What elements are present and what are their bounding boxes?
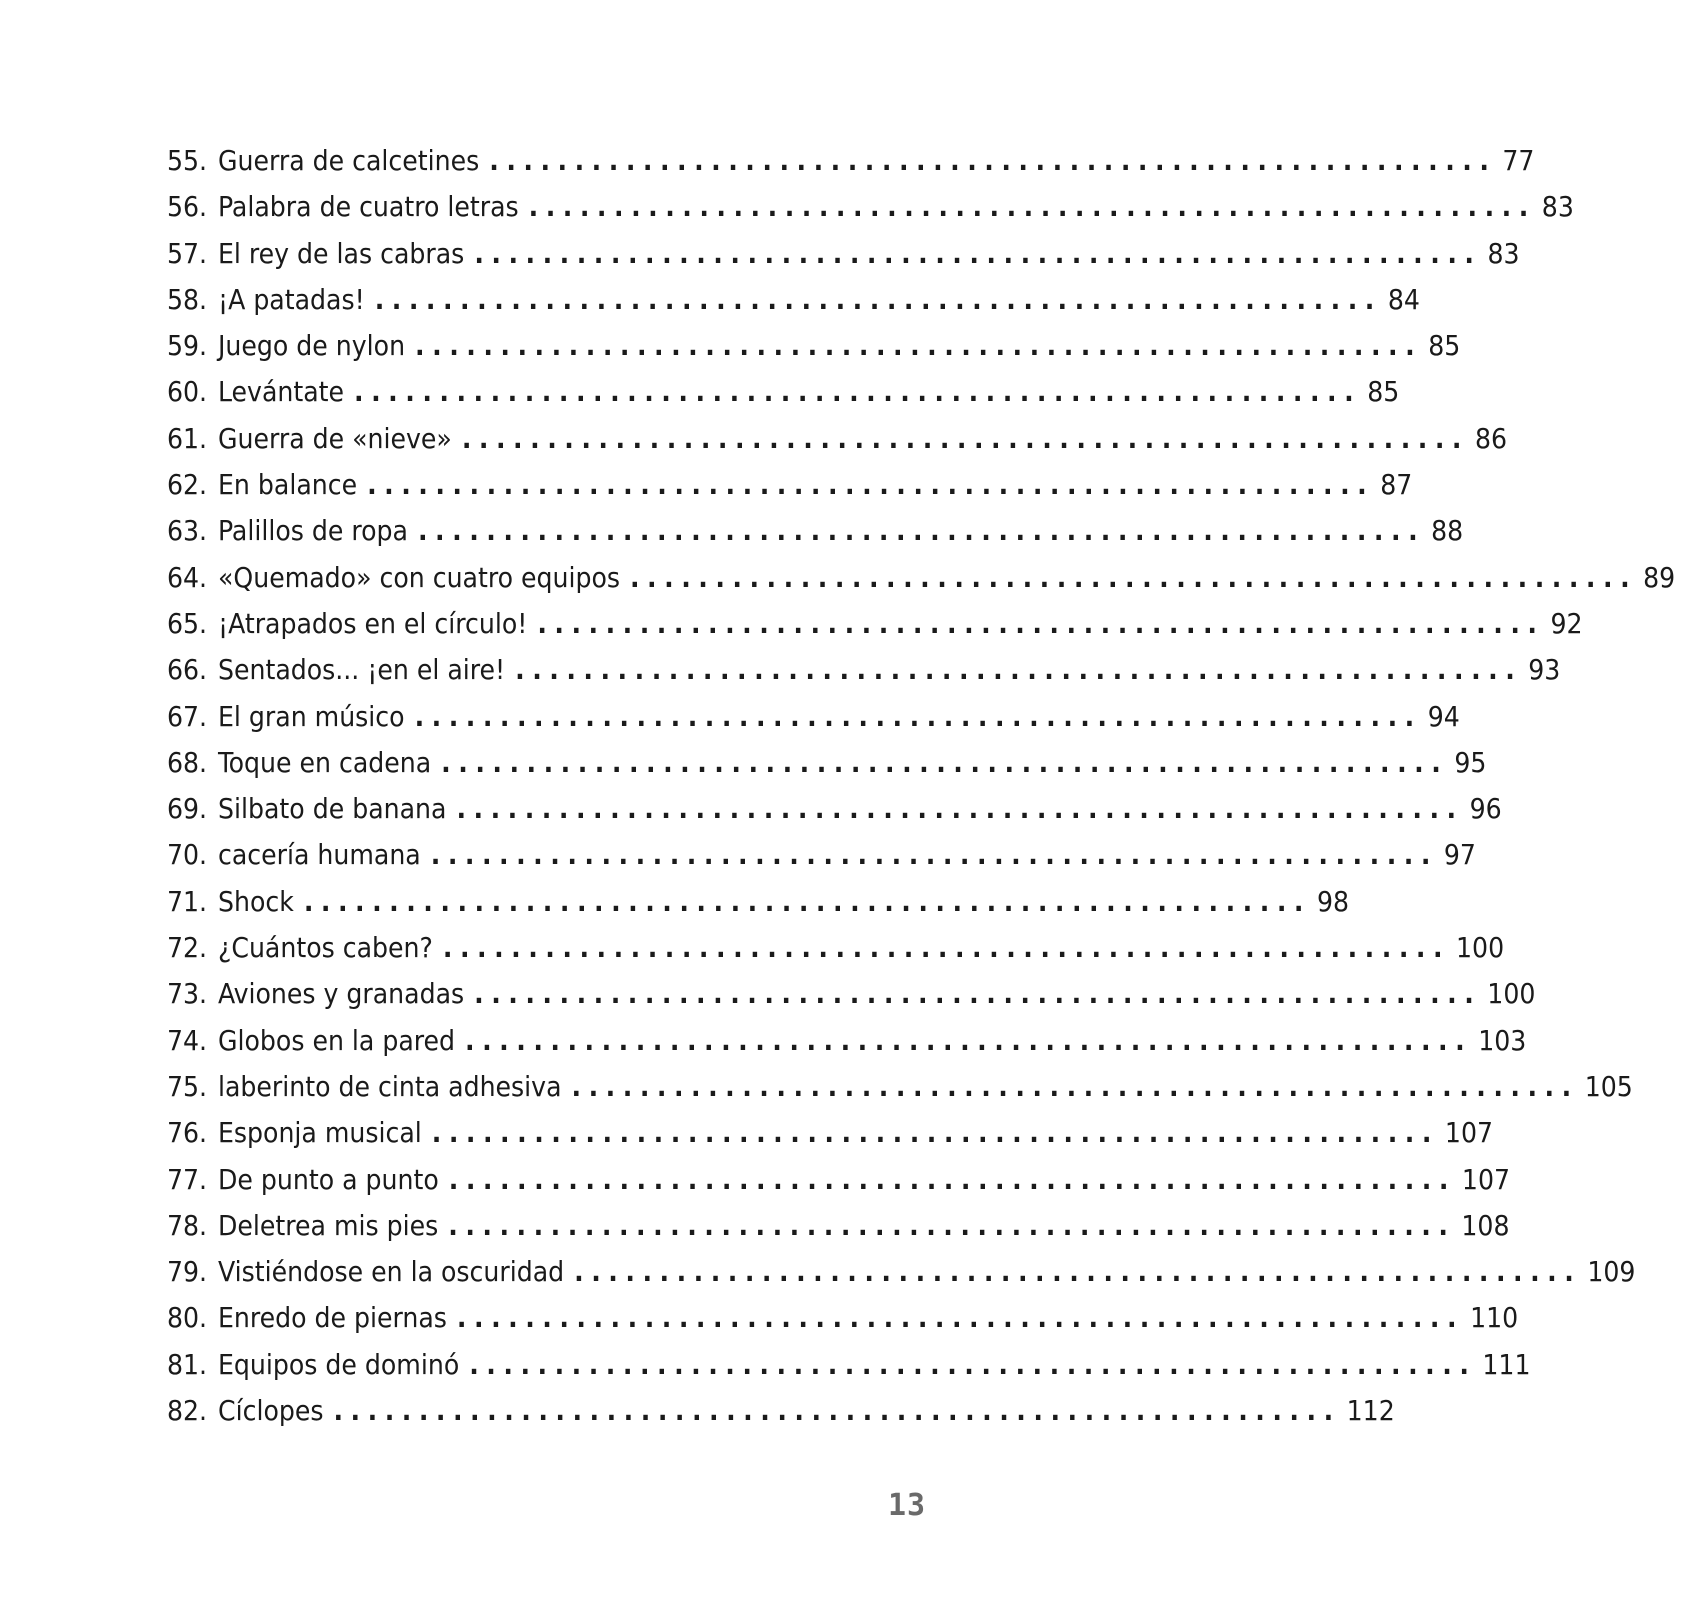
toc-entry-number: 71. — [167, 884, 208, 918]
toc-entry[interactable] — [167, 555, 1676, 601]
toc-entry-number: 78. — [167, 1208, 208, 1242]
toc-entry-title: Shock — [218, 884, 294, 918]
toc-entry-number: 81. — [167, 1347, 208, 1381]
toc-entry[interactable] — [167, 740, 1487, 786]
dot-leader: ........................................................... — [461, 421, 1469, 455]
toc-entry-number: 55. — [167, 144, 208, 177]
dot-leader: ........................................................... — [374, 282, 1382, 316]
toc-entry[interactable] — [167, 184, 1574, 230]
dot-leader: ........................................................... — [456, 1301, 1465, 1335]
dot-leader: ........................................................... — [571, 1069, 1579, 1103]
toc-entry-page: 85 — [1367, 375, 1400, 409]
toc-entry-page: 89 — [1643, 560, 1676, 594]
dot-leader: ........................................................... — [515, 653, 1523, 687]
dot-leader: ........................................................... — [303, 884, 1311, 918]
toc-entry-page: 108 — [1461, 1208, 1510, 1242]
toc-entry[interactable] — [167, 879, 1350, 925]
toc-entry-number: 61. — [167, 421, 208, 455]
dot-leader: ........................................................... — [629, 560, 1638, 594]
toc-entry[interactable] — [167, 925, 1505, 971]
toc-entry-title: Globos en la pared — [218, 1023, 456, 1057]
toc-entry-page: 93 — [1528, 653, 1561, 687]
dot-leader: ........................................................... — [333, 1394, 1341, 1428]
toc-entry-number: 63. — [167, 514, 208, 548]
toc-entry[interactable] — [167, 694, 1460, 740]
toc-entry[interactable] — [167, 832, 1476, 878]
toc-entry-title: Juego de nylon — [218, 329, 406, 363]
toc-entry[interactable] — [167, 1018, 1527, 1064]
toc-entry-title: Enredo de piernas — [218, 1301, 447, 1335]
toc-entry[interactable] — [167, 601, 1583, 647]
toc-entry-title: De punto a punto — [218, 1162, 439, 1196]
toc-entry[interactable] — [167, 1157, 1510, 1203]
dot-leader: ........................................................... — [441, 745, 1449, 779]
toc-entry-page: 111 — [1482, 1347, 1531, 1381]
toc-entry-page: 85 — [1428, 329, 1461, 363]
toc-entry-title: En balance — [218, 468, 358, 502]
toc-entry-title: Guerra de «nieve» — [218, 421, 452, 455]
toc-entry-title: El rey de las cabras — [218, 236, 465, 270]
dot-leader: ........................................................... — [448, 1162, 1456, 1196]
toc-entry-page: 94 — [1427, 699, 1460, 733]
toc-entry-title: ¿Cuántos caben? — [218, 931, 433, 965]
toc-entry[interactable] — [167, 323, 1461, 369]
toc-entry-number: 82. — [167, 1394, 208, 1428]
toc-entry-title: Esponja musical — [218, 1116, 422, 1150]
toc-entry-page: 83 — [1487, 236, 1520, 270]
dot-leader: ........................................................... — [456, 792, 1464, 826]
toc-entry-number: 73. — [167, 977, 208, 1011]
toc-entry-page: 95 — [1454, 745, 1487, 779]
toc-entry-page: 83 — [1541, 190, 1574, 224]
toc-entry[interactable] — [167, 647, 1561, 693]
dot-leader: ........................................................... — [474, 236, 1482, 270]
toc-entry-number: 59. — [167, 329, 208, 363]
dot-leader: ........................................................... — [415, 329, 1423, 363]
toc-entry-title: cacería humana — [218, 838, 421, 872]
dot-leader: ........................................................... — [442, 931, 1451, 965]
toc-entry-title: Cíclopes — [218, 1394, 324, 1428]
toc-entry[interactable] — [167, 369, 1400, 415]
page-number: 13 — [888, 1488, 927, 1523]
toc-entry-page: 107 — [1461, 1162, 1510, 1196]
dot-leader: ........................................................... — [489, 144, 1497, 177]
toc-entry-title: Palillos de ropa — [218, 514, 408, 548]
toc-entry-page: 103 — [1478, 1023, 1527, 1057]
toc-entry[interactable] — [167, 462, 1413, 508]
toc-entry-page: 86 — [1475, 421, 1508, 455]
toc-entry-page: 100 — [1487, 977, 1536, 1011]
toc-entry[interactable] — [167, 1203, 1510, 1249]
toc-entry-number: 75. — [167, 1069, 208, 1103]
dot-leader: ........................................................... — [354, 375, 1362, 409]
toc-entry-title: laberinto de cinta adhesiva — [218, 1069, 562, 1103]
toc-entry-page: 96 — [1469, 792, 1502, 826]
dot-leader: ........................................................... — [574, 1255, 1582, 1289]
toc-entry-title: «Quemado» con cuatro equipos — [218, 560, 620, 594]
toc-entry-title: El gran músico — [218, 699, 405, 733]
toc-entry-title: Guerra de calcetines — [218, 144, 480, 177]
dot-leader: ........................................................... — [474, 977, 1482, 1011]
toc-entry-title: Deletrea mis pies — [218, 1208, 439, 1242]
toc-entry-page: 88 — [1431, 514, 1464, 548]
toc-entry-page: 112 — [1346, 1394, 1395, 1428]
toc-entry-title: ¡Atrapados en el círculo! — [218, 606, 528, 640]
toc-entry-page: 92 — [1550, 606, 1583, 640]
toc-entry-number: 56. — [167, 190, 208, 224]
toc-entry[interactable] — [167, 508, 1464, 554]
toc-entry-number: 69. — [167, 792, 208, 826]
toc-entry-number: 72. — [167, 931, 208, 965]
toc-entry-number: 62. — [167, 468, 208, 502]
toc-entry[interactable] — [167, 1064, 1633, 1110]
toc-entry-page: 100 — [1456, 931, 1505, 965]
toc-entry-number: 68. — [167, 745, 208, 779]
toc-entry-title: Aviones y granadas — [218, 977, 465, 1011]
toc-entry-page: 105 — [1584, 1069, 1633, 1103]
toc-entry-number: 67. — [167, 699, 208, 733]
toc-entry-title: Sentados... ¡en el aire! — [218, 653, 506, 687]
toc-entry-title: Palabra de cuatro letras — [218, 190, 519, 224]
toc-entry-page: 87 — [1380, 468, 1413, 502]
table-of-contents — [167, 138, 1676, 1434]
toc-entry[interactable] — [167, 138, 1535, 184]
toc-entry[interactable] — [167, 971, 1536, 1017]
dot-leader: ........................................................... — [431, 1116, 1439, 1150]
toc-entry-title: Toque en cadena — [218, 745, 432, 779]
toc-entry-title: Levántate — [218, 375, 345, 409]
toc-entry[interactable] — [167, 786, 1502, 832]
toc-entry-title: ¡A patadas! — [218, 282, 365, 316]
toc-entry[interactable] — [167, 1388, 1395, 1434]
dot-leader: ........................................................... — [367, 468, 1375, 502]
toc-entry-number: 65. — [167, 606, 208, 640]
toc-entry-page: 84 — [1387, 282, 1420, 316]
dot-leader: ........................................................... — [417, 514, 1426, 548]
toc-entry-page: 77 — [1502, 144, 1535, 177]
toc-entry-page: 97 — [1443, 838, 1476, 872]
toc-entry-title: Equipos de dominó — [218, 1347, 460, 1381]
toc-entry-number: 70. — [167, 838, 208, 872]
toc-entry-number: 60. — [167, 375, 208, 409]
dot-leader: ........................................................... — [430, 838, 1438, 872]
toc-entry-number: 76. — [167, 1116, 208, 1150]
toc-entry-page: 109 — [1587, 1255, 1636, 1289]
dot-leader: ........................................................... — [448, 1208, 1456, 1242]
dot-leader: ........................................................... — [537, 606, 1545, 640]
toc-entry[interactable] — [167, 1295, 1519, 1341]
toc-entry-number: 79. — [167, 1255, 208, 1289]
toc-entry-title: Silbato de banana — [218, 792, 447, 826]
toc-entry[interactable] — [167, 416, 1508, 462]
toc-entry-page: 98 — [1316, 884, 1350, 918]
toc-entry-number: 66. — [167, 653, 208, 687]
toc-entry-number: 57. — [167, 236, 208, 270]
toc-entry-number: 64. — [167, 560, 208, 594]
toc-entry-number: 58. — [167, 282, 208, 316]
toc-entry-page: 110 — [1470, 1301, 1519, 1335]
toc-entry[interactable] — [167, 1249, 1636, 1295]
toc-entry[interactable] — [167, 231, 1520, 277]
dot-leader: ........................................................... — [414, 699, 1422, 733]
toc-entry[interactable] — [167, 1110, 1493, 1156]
toc-entry-page: 107 — [1444, 1116, 1493, 1150]
toc-entry-title: Vistiéndose en la oscuridad — [218, 1255, 565, 1289]
toc-entry-number: 74. — [167, 1023, 208, 1057]
toc-entry-number: 77. — [167, 1162, 208, 1196]
toc-entry-number: 80. — [167, 1301, 208, 1335]
dot-leader: ........................................................... — [465, 1023, 1473, 1057]
toc-entry[interactable] — [167, 277, 1420, 323]
dot-leader: ........................................................... — [528, 190, 1536, 224]
toc-entry[interactable] — [167, 1342, 1531, 1388]
dot-leader: ........................................................... — [469, 1347, 1477, 1381]
